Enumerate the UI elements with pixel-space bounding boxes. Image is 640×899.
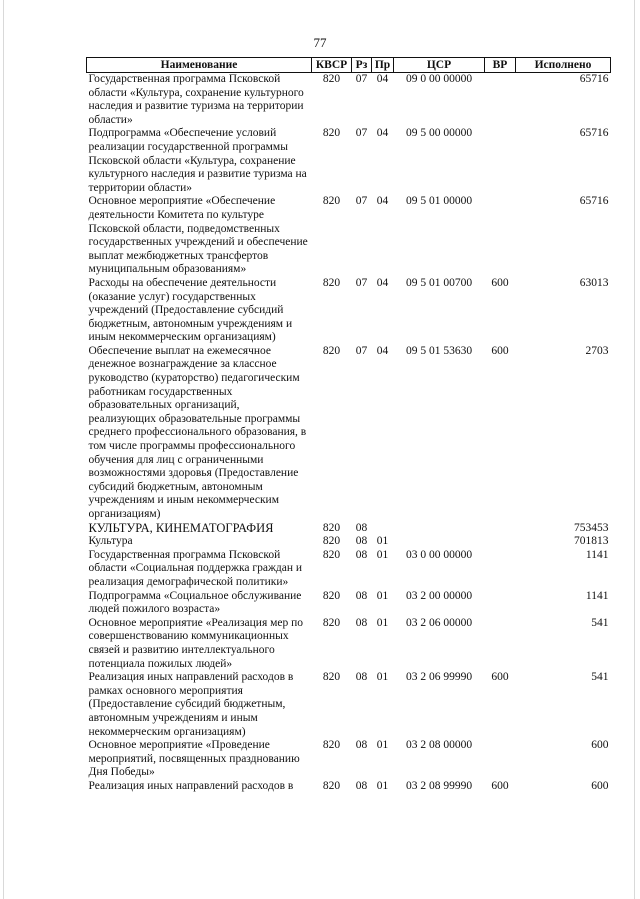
cell-csr: 03 2 08 00000 [405, 739, 473, 752]
page-edge-line-left [3, 0, 4, 899]
cell-executed: 1141 [585, 589, 609, 602]
table-row [87, 522, 611, 536]
cell-name: Основное мероприятие «Проведение мероприятий, посвященных празднованию Дня Победы» [88, 739, 300, 779]
table-row [87, 549, 611, 590]
cell-name: КУЛЬТУРА, КИНЕМАТОГРАФИЯ [88, 520, 274, 535]
cell-vr [485, 590, 516, 617]
cell-kvsr: 820 [322, 589, 341, 602]
cell-rz: 07 [355, 276, 368, 289]
cell-rz: 07 [355, 73, 368, 85]
cell-executed: 1141 [585, 548, 609, 561]
cell-executed: 65716 [579, 195, 609, 208]
cell-vr [485, 195, 516, 277]
cell-kvsr: 820 [322, 616, 341, 629]
cell-pr: 04 [376, 344, 389, 357]
header-kvsr: КВСР [312, 58, 352, 73]
table-row [87, 195, 611, 277]
budget-table [86, 57, 611, 793]
cell-vr [485, 617, 516, 671]
cell-csr: 09 5 01 53630 [405, 344, 473, 357]
cell-name: Подпрограмма «Социальное обслуживание людей пожилого возраста» [88, 589, 302, 616]
cell-vr [485, 127, 516, 195]
cell-vr: 600 [491, 671, 509, 684]
table-row [87, 590, 611, 617]
cell-executed: 541 [591, 671, 609, 684]
cell-executed: 600 [591, 779, 609, 792]
cell-vr [485, 73, 516, 128]
cell-kvsr: 820 [322, 739, 341, 752]
cell-pr: 04 [376, 195, 389, 208]
cell-name: Государственная программа Псковской области «Культура, сохранение культурного наследия и развитие туризма на территории области» [88, 73, 304, 126]
cell-csr: 03 2 00 00000 [405, 589, 473, 602]
cell-executed: 541 [591, 616, 609, 629]
cell-kvsr: 820 [322, 276, 341, 289]
cell-executed: 65716 [579, 127, 609, 140]
cell-kvsr: 820 [322, 535, 341, 548]
cell-csr [394, 535, 485, 549]
table-row [87, 345, 611, 522]
cell-rz: 07 [355, 344, 368, 357]
cell-executed: 65716 [579, 73, 609, 85]
table-row [87, 617, 611, 671]
cell-kvsr: 820 [322, 127, 341, 140]
cell-rz: 07 [355, 195, 368, 208]
page-number: 77 [313, 35, 327, 50]
cell-vr: 600 [491, 779, 509, 792]
cell-name: Государственная программа Псковской области «Социальная поддержка граждан и реализация демографической политики» [88, 548, 303, 588]
cell-rz: 08 [355, 616, 368, 629]
cell-executed: 753453 [574, 521, 609, 534]
cell-csr [394, 522, 485, 536]
cell-kvsr: 820 [322, 344, 341, 357]
cell-executed: 63013 [579, 276, 609, 289]
header-name: Наименование [87, 58, 312, 73]
cell-vr [485, 535, 516, 549]
cell-pr: 01 [376, 779, 389, 792]
cell-vr [485, 739, 516, 780]
cell-vr: 600 [491, 276, 509, 289]
cell-csr: 09 0 00 00000 [405, 73, 473, 85]
table-row [87, 127, 611, 195]
cell-rz: 08 [355, 779, 368, 792]
cell-rz: 08 [355, 548, 368, 561]
table-row [87, 780, 611, 794]
cell-rz: 08 [355, 739, 368, 752]
cell-csr: 03 2 06 99990 [405, 671, 473, 684]
cell-kvsr: 820 [322, 73, 341, 85]
cell-rz: 08 [355, 671, 368, 684]
cell-csr: 03 0 00 00000 [405, 548, 473, 561]
cell-pr: 01 [376, 616, 389, 629]
cell-csr: 03 2 08 99990 [405, 779, 473, 792]
cell-kvsr: 820 [322, 195, 341, 208]
table-row [87, 671, 611, 739]
cell-vr [485, 522, 516, 536]
cell-rz: 08 [355, 521, 368, 534]
cell-name: Культура [88, 535, 133, 548]
cell-pr: 01 [376, 535, 389, 548]
cell-pr: 04 [376, 127, 389, 140]
header-vr: ВР [485, 58, 516, 73]
page-edge-line-right [634, 0, 635, 899]
table-row [87, 73, 611, 128]
cell-kvsr: 820 [322, 548, 341, 561]
cell-pr: 04 [376, 73, 389, 85]
cell-pr: 01 [376, 589, 389, 602]
cell-executed: 600 [591, 739, 609, 752]
header-executed: Исполнено [516, 58, 611, 73]
cell-executed: 2703 [585, 344, 609, 357]
header-rz: Рз [352, 58, 372, 73]
cell-pr: 01 [376, 671, 389, 684]
header-csr: ЦСР [394, 58, 485, 73]
cell-pr: 04 [376, 276, 389, 289]
cell-pr: 01 [376, 548, 389, 561]
cell-kvsr: 820 [322, 521, 341, 534]
cell-rz: 08 [355, 535, 368, 548]
cell-name: Основное мероприятие «Реализация мер по совершенствованию коммуникационных связей и развитию интеллектуального потенциала пожилых людей» [88, 616, 304, 670]
header-pr: Пр [372, 58, 394, 73]
cell-csr: 09 5 01 00000 [405, 195, 473, 208]
table-row [87, 535, 611, 549]
cell-rz: 07 [355, 127, 368, 140]
cell-executed: 701813 [574, 535, 609, 548]
cell-name: Подпрограмма «Обеспечение условий реализации государственной программы Псковской области «Культура, сохранение культурного наследия и развитие туризма на территории области» [88, 127, 307, 194]
cell-csr: 03 2 06 00000 [405, 616, 473, 629]
cell-kvsr: 820 [322, 671, 341, 684]
cell-name: Расходы на обеспечение деятельности (оказание услуг) государственных учреждений (Предоставление субсидий бюджетным, автономным учреждениям и иным некоммерческим организациям) [88, 276, 293, 344]
table-row [87, 739, 611, 780]
cell-name: Реализация иных направлений расходов в [88, 779, 294, 792]
cell-rz: 08 [355, 589, 368, 602]
cell-pr [372, 522, 394, 536]
cell-pr: 01 [376, 739, 389, 752]
cell-name: Основное мероприятие «Обеспечение деятельности Комитета по культуре Псковской области, подведомственных государственных учреждений и обеспечение выплат межбюджетных трансфертов муниципальным образованиям» [88, 195, 308, 276]
cell-name: Обеспечение выплат на ежемесячное денежное вознаграждение за классное руководство (кураторство) педагогическим работникам государственных образовательных организаций, реализующих образовательные программы среднего профессионального образования, в том числе программы профессионального обучения для лиц с ограниченными возможностями здоровья (Предоставление субсидий бюджетным, автономным учреждениям и иным некоммерческим организациям) [88, 344, 307, 520]
table-header-row [87, 58, 611, 73]
cell-csr: 09 5 00 00000 [405, 127, 473, 140]
table-row [87, 277, 611, 345]
cell-vr [485, 549, 516, 590]
cell-vr: 600 [491, 344, 509, 357]
cell-kvsr: 820 [322, 779, 341, 792]
cell-name: Реализация иных направлений расходов в рамках основного мероприятия (Предоставление субсидий бюджетным, автономным учреждениям и иным некоммерческим организациям) [88, 671, 294, 738]
cell-csr: 09 5 01 00700 [405, 276, 473, 289]
